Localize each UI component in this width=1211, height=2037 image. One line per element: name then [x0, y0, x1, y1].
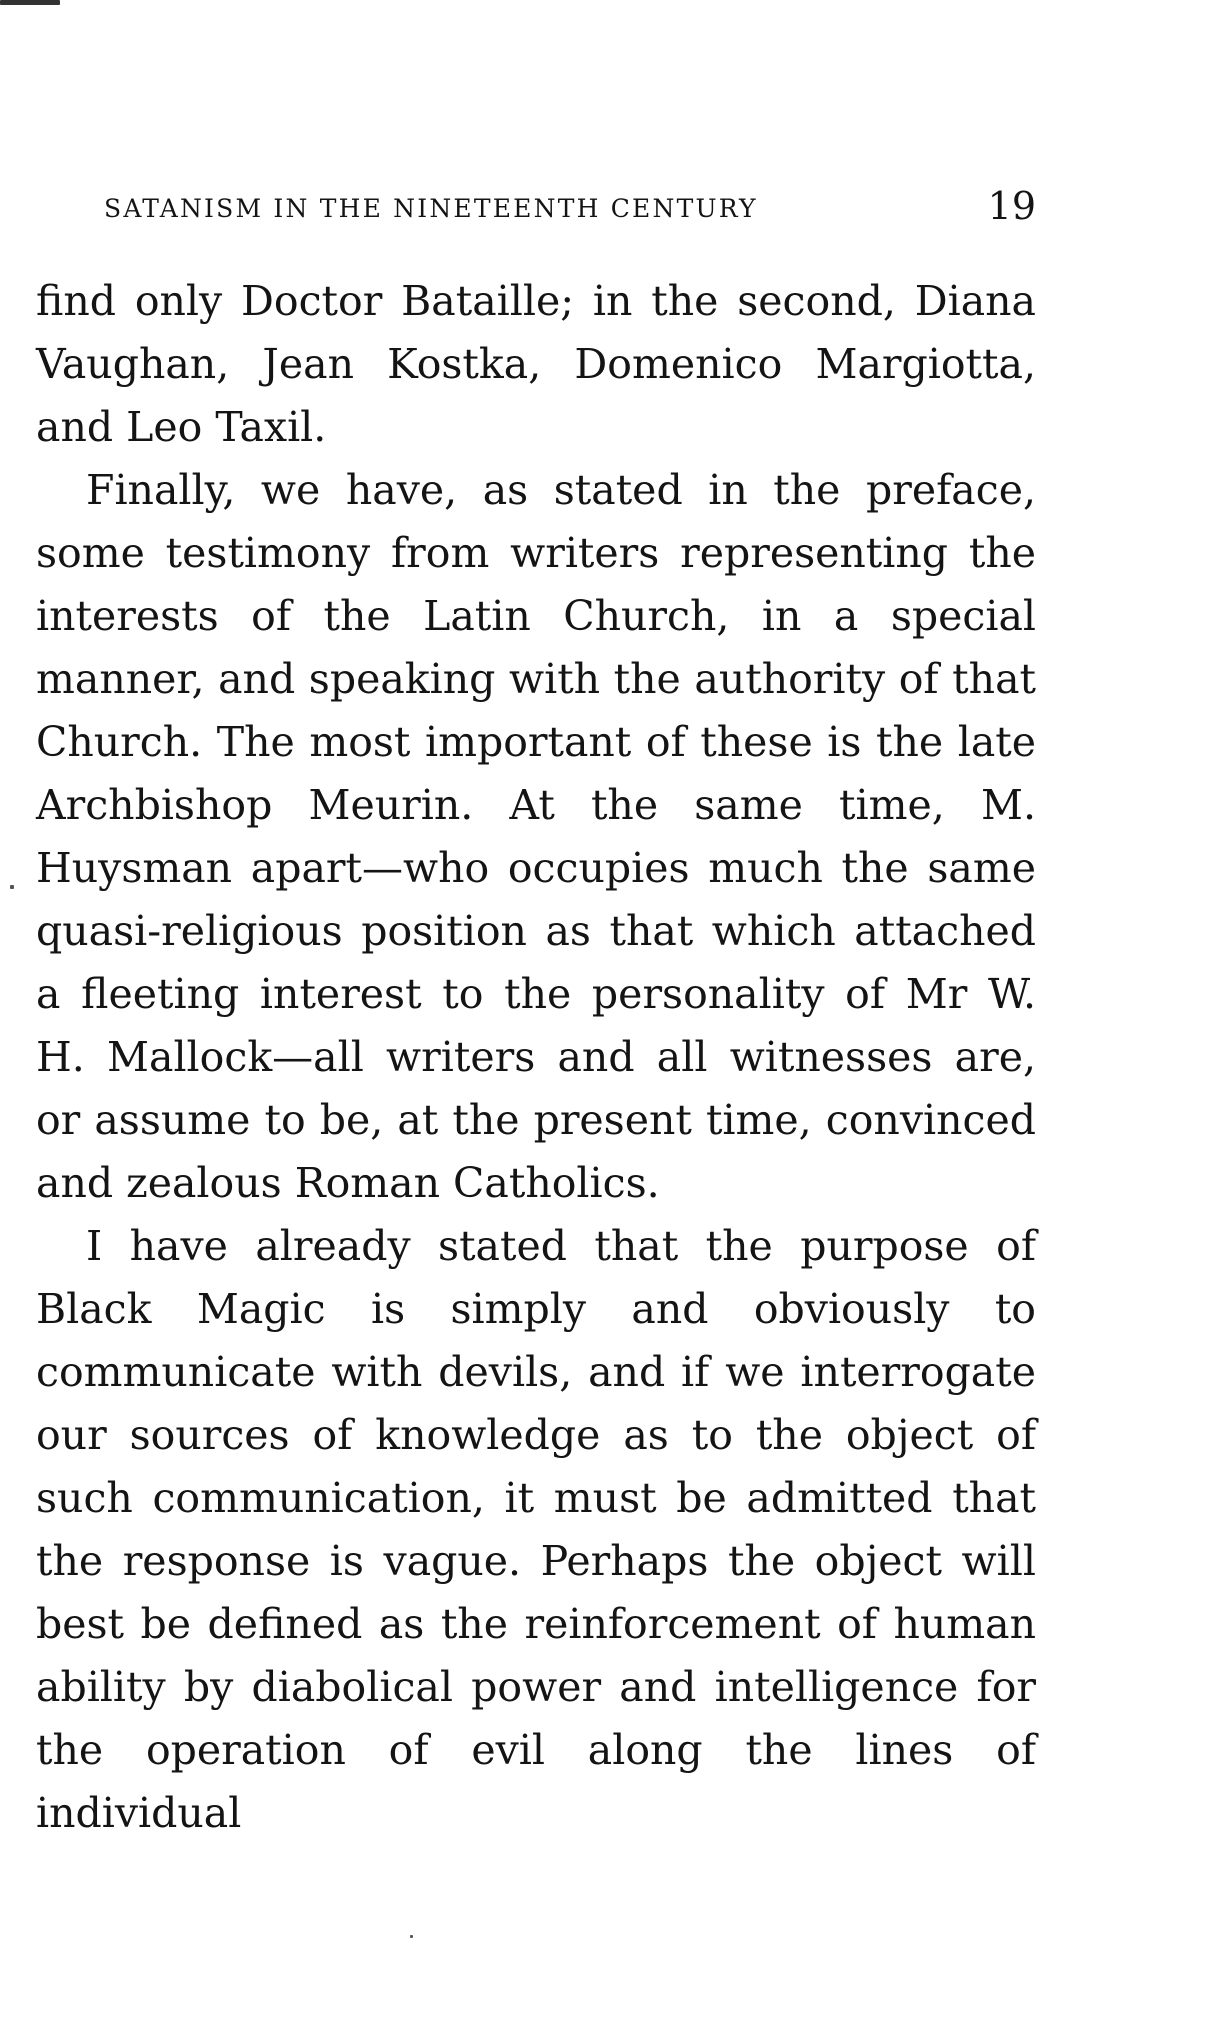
scan-mark [0, 0, 60, 5]
page-header [36, 180, 1036, 240]
paragraph-testimony: Finally, we have, as stated in the preface, some testimony from writers representing the interests of the Latin Church, in a special manner, and speaking with the authority of that Church. The most important of these is the late Archbishop Meurin. At the same time, M. Huysman apart—who occupies much the same quasi-religious position as that which attached a fleeting interest to the personality of Mr W. H. Mallock—all writers and all witnesses are, or assume to be, at the present time, convinced and zealous Roman Catholics. [36, 466, 1036, 1207]
page-number: 19 [987, 184, 1036, 228]
paragraph-black-magic: I have already stated that the purpose of Black Magic is simply and obviously to communicate with devils, and if we interrogate our sources of knowledge as to the object of such communication, it must be admitted that the response is vague. Perhaps the object will best be defined as the reinforcement of human ability by diabolical power and intelligence for the operation of evil along the lines of individual [36, 1222, 1036, 1837]
running-title: SATANISM IN THE NINETEENTH CENTURY [104, 194, 758, 223]
scan-speck [10, 885, 14, 889]
scan-speck [410, 1935, 413, 1938]
paragraph-continuation: find only Doctor Bataille; in the second, Diana Vaughan, Jean Kostka, Domenico Margiotta, and Leo Taxil. [36, 277, 1036, 451]
body-text [36, 270, 1036, 1845]
